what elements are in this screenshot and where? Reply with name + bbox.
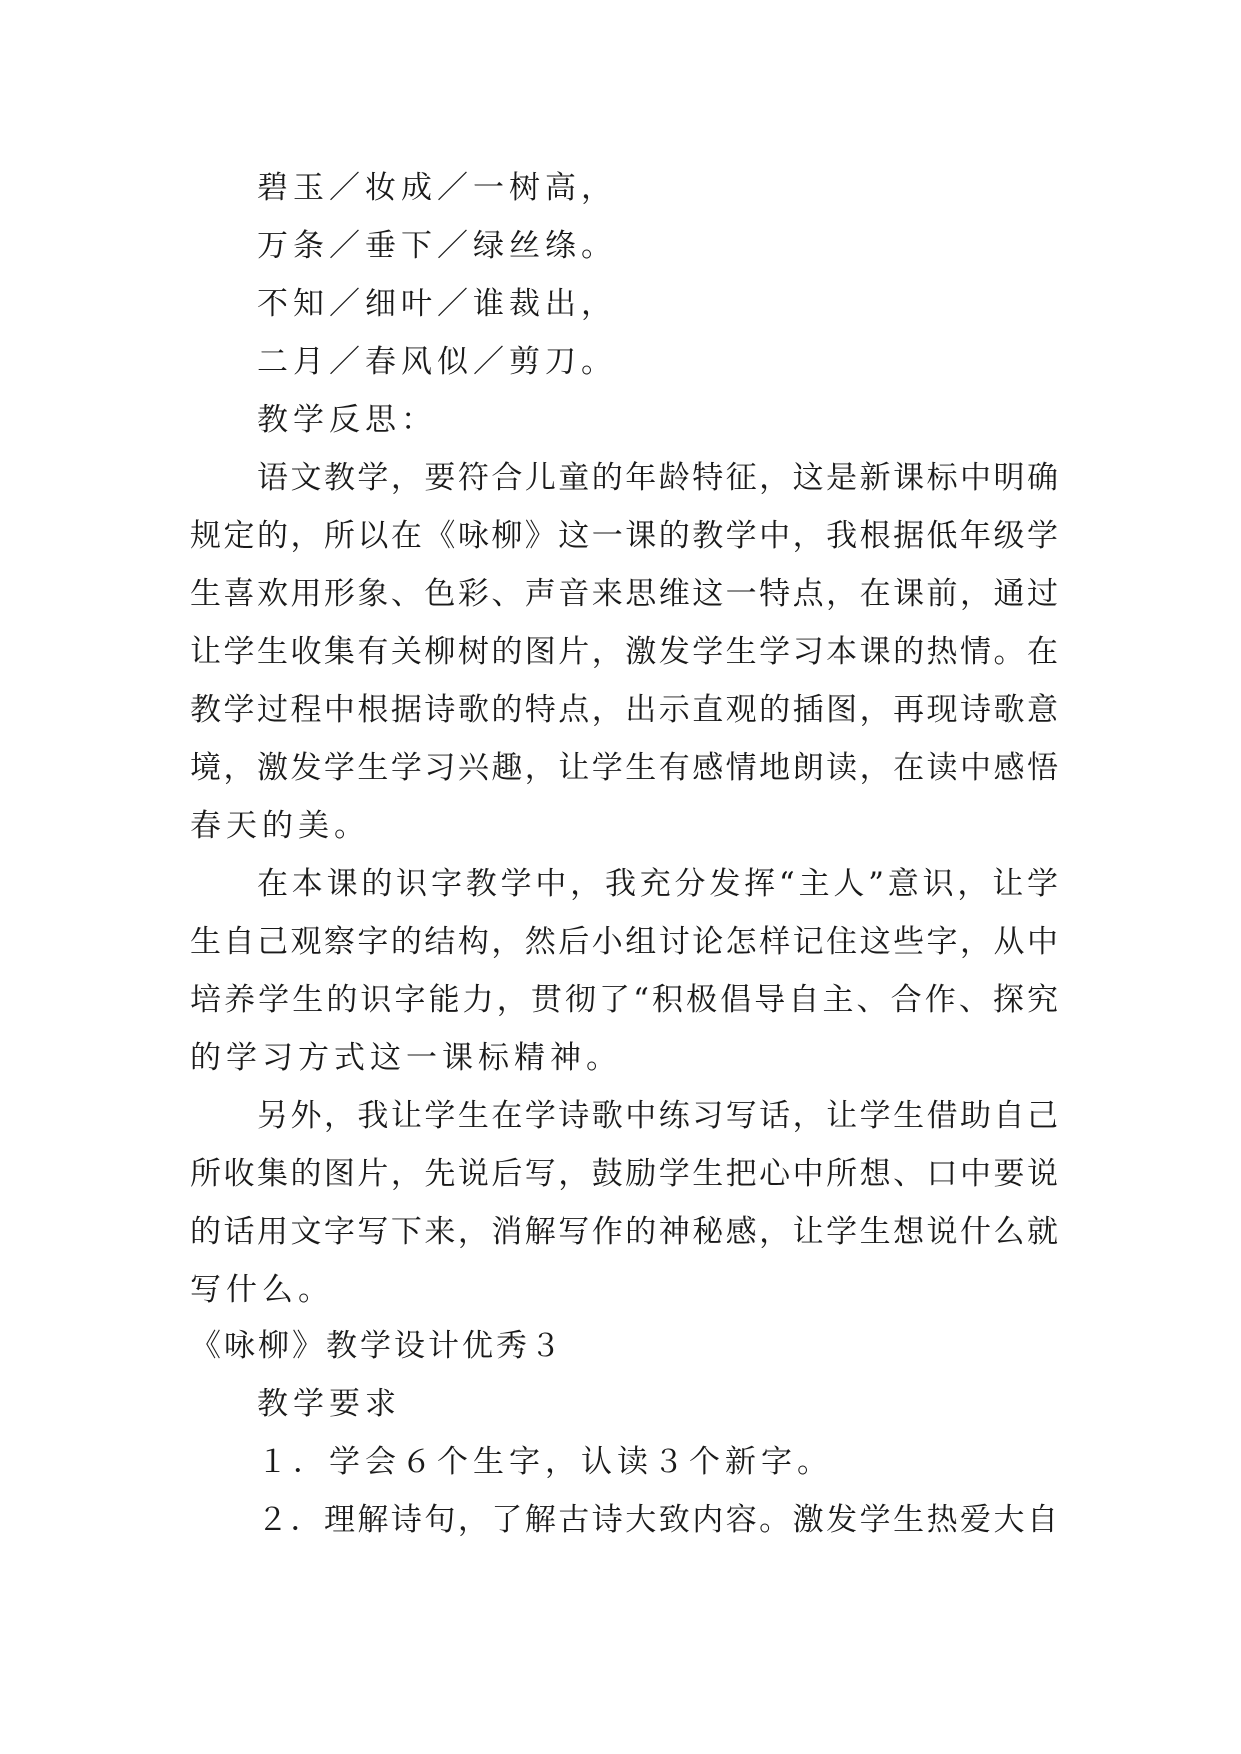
poem-line: 不知／细叶／谁裁出， [257, 286, 617, 322]
paragraph-line: 写什么。 [190, 1272, 334, 1308]
paragraph-line: 所收集的图片，先说后写，鼓励学生把心中所想、口中要说 [190, 1156, 1058, 1192]
requirement-item: １．学会６个生字，认读３个新字。 [257, 1444, 833, 1480]
requirements-heading: 教学要求 [257, 1386, 401, 1422]
poem-line: 碧玉／妆成／一树高， [257, 170, 617, 206]
paragraph-line: 让学生收集有关柳树的图片，激发学生学习本课的热情。在 [190, 634, 1058, 670]
paragraph-line: 春天的美。 [190, 808, 370, 844]
paragraph-line: 的学习方式这一课标精神。 [190, 1040, 622, 1076]
paragraph-line: 的话用文字写下来，消解写作的神秘感，让学生想说什么就 [190, 1214, 1058, 1250]
poem-line: 二月／春风似／剪刀。 [257, 344, 617, 380]
section-title: 《咏柳》教学设计优秀３ [190, 1328, 564, 1364]
paragraph-line: 在本课的识字教学中，我充分发挥“主人”意识，让学 [257, 866, 1058, 902]
paragraph-line: 规定的，所以在《咏柳》这一课的教学中，我根据低年级学 [190, 518, 1058, 554]
requirement-item: ２．理解诗句，了解古诗大致内容。激发学生热爱大自 [257, 1502, 1058, 1538]
paragraph-line: 培养学生的识字能力，贯彻了“积极倡导自主、合作、探究 [190, 982, 1058, 1018]
paragraph-line: 另外，我让学生在学诗歌中练习写话，让学生借助自己 [257, 1098, 1058, 1134]
paragraph-line: 教学过程中根据诗歌的特点，出示直观的插图，再现诗歌意 [190, 692, 1058, 728]
paragraph-line: 语文教学，要符合儿童的年龄特征，这是新课标中明确 [257, 460, 1058, 496]
paragraph-line: 生喜欢用形象、色彩、声音来思维这一特点，在课前，通过 [190, 576, 1058, 612]
poem-line: 万条／垂下／绿丝绦。 [257, 228, 617, 264]
reflection-heading: 教学反思： [257, 402, 437, 438]
paragraph-line: 境，激发学生学习兴趣，让学生有感情地朗读，在读中感悟 [190, 750, 1058, 786]
paragraph-line: 生自己观察字的结构，然后小组讨论怎样记住这些字，从中 [190, 924, 1058, 960]
